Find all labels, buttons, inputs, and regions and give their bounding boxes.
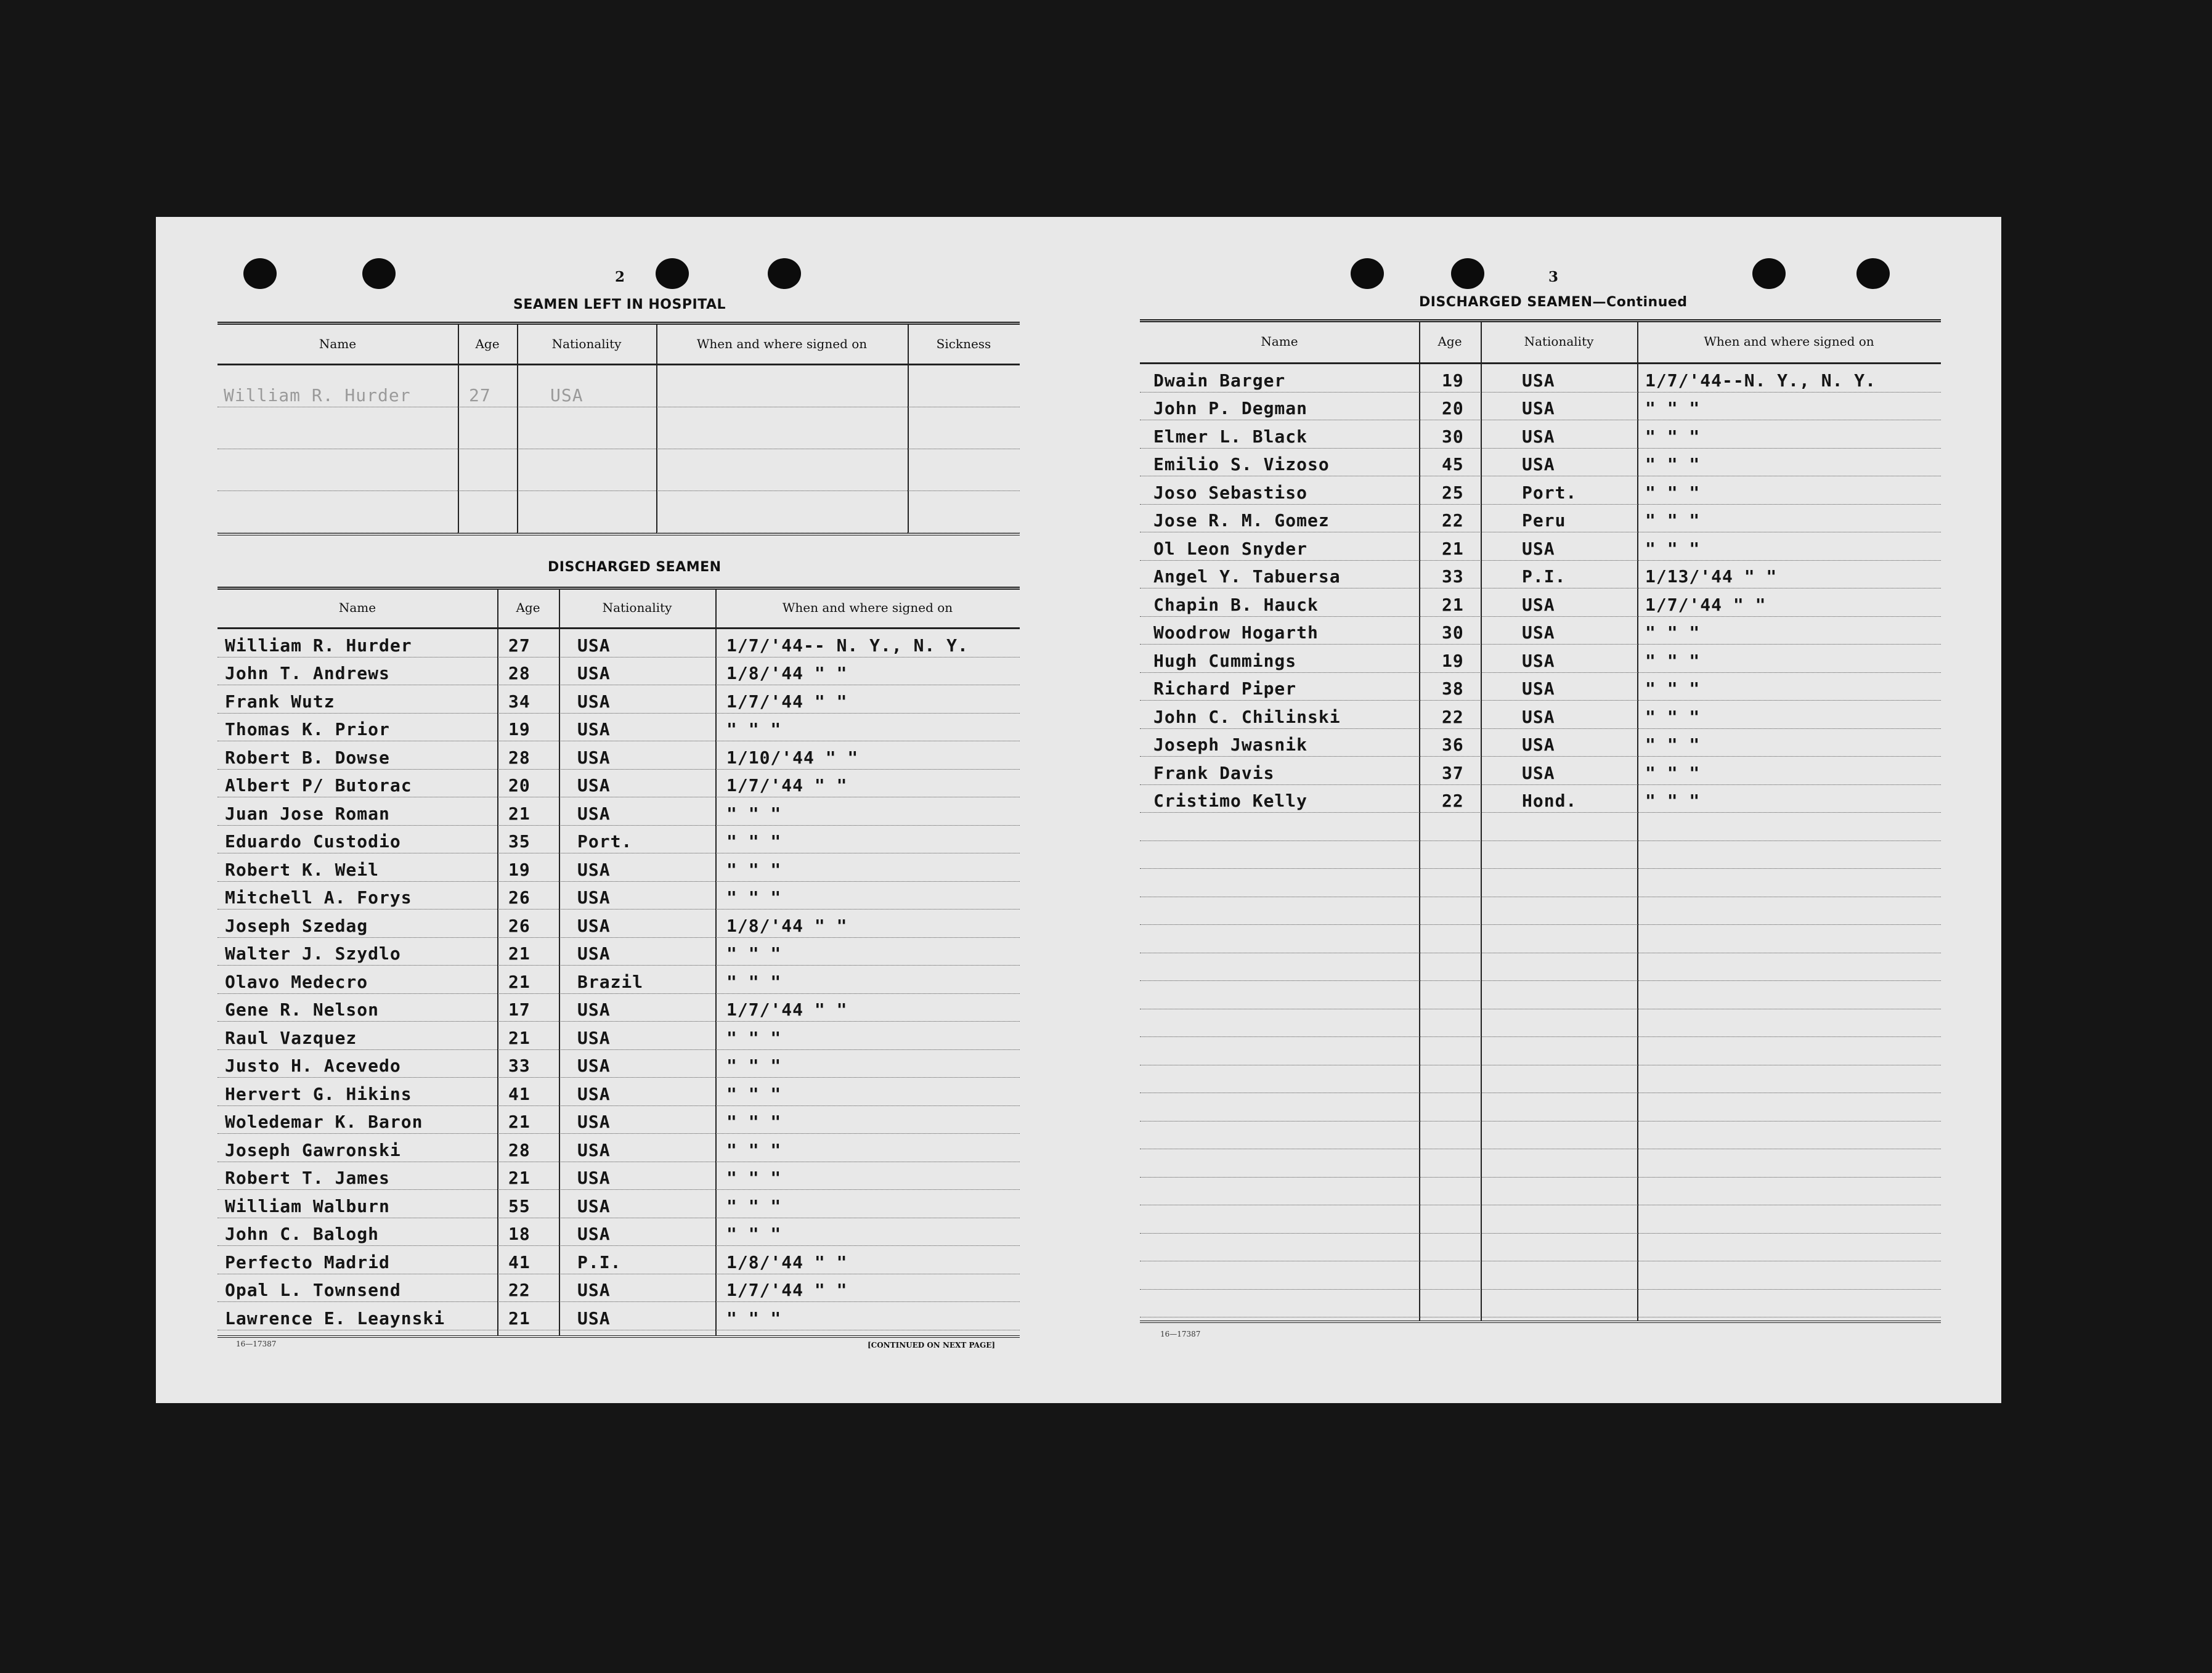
- table-row: [1140, 644, 1941, 673]
- table-row: [1140, 532, 1941, 561]
- empty-row: [1140, 1205, 1941, 1234]
- age-cell: 19: [1442, 370, 1464, 391]
- table-row: [218, 1077, 1020, 1106]
- nationality-cell: USA: [1522, 594, 1555, 615]
- continued-note: [CONTINUED ON NEXT PAGE]: [868, 1341, 996, 1349]
- table-row: [218, 853, 1020, 882]
- signed-on-cell: 1/10/'44 " ": [726, 747, 859, 768]
- age-cell: 22: [1442, 706, 1464, 727]
- binder-hole: [768, 258, 801, 289]
- right-page: [1046, 217, 2001, 1403]
- age-cell: 19: [508, 859, 531, 880]
- nationality-cell: USA: [1522, 762, 1555, 783]
- nationality-cell: USA: [577, 775, 611, 796]
- nationality-cell: USA: [1522, 622, 1555, 643]
- name-cell: Raul Vazquez: [225, 1027, 357, 1048]
- hospital-section-title: SEAMEN LEFT IN HOSPITAL: [513, 297, 726, 312]
- age-cell: 22: [1442, 510, 1464, 531]
- column-header-signed-on: When and where signed on: [1704, 334, 1874, 349]
- name-cell: Ol Leon Snyder: [1153, 538, 1308, 559]
- table-row: [218, 657, 1020, 686]
- nationality-cell: USA: [577, 1308, 611, 1329]
- age-cell: 20: [1442, 398, 1464, 418]
- column-header-age: Age: [475, 336, 500, 351]
- name-cell: Justo H. Acevedo: [225, 1056, 401, 1076]
- binder-hole: [1351, 258, 1384, 289]
- nationality-cell: USA: [1522, 706, 1555, 727]
- column-header-signed-on: When and where signed on: [782, 600, 953, 615]
- table-row: [1140, 588, 1941, 617]
- age-cell: 38: [1442, 678, 1464, 699]
- empty-row: [218, 407, 1020, 449]
- name-cell: Frank Davis: [1153, 762, 1275, 783]
- discharged-continued-table: [1140, 319, 1941, 1545]
- signed-on-cell: " " ": [1645, 706, 1701, 727]
- table-row: [1140, 504, 1941, 533]
- nationality-cell: USA: [577, 1224, 611, 1244]
- name-cell: Opal L. Townsend: [225, 1280, 401, 1300]
- empty-row: [218, 491, 1020, 533]
- binder-hole: [243, 258, 277, 289]
- signed-on-cell: 1/7/'44-- N. Y., N. Y.: [726, 635, 969, 656]
- name-cell: John P. Degman: [1153, 398, 1308, 418]
- table-row: [218, 881, 1020, 910]
- signed-on-cell: 1/7/'44 " ": [1645, 594, 1767, 615]
- name-cell: Albert P/ Butorac: [225, 775, 412, 796]
- table-row: [218, 1189, 1020, 1218]
- name-cell: Olavo Medecro: [225, 971, 368, 992]
- empty-row: [1140, 1036, 1941, 1065]
- name-cell: Dwain Barger: [1153, 370, 1286, 391]
- binder-hole: [1451, 258, 1484, 289]
- table-row: [218, 769, 1020, 798]
- nationality-cell: USA: [1522, 426, 1555, 447]
- table-row: [1140, 700, 1941, 729]
- form-number: 16—17387: [1160, 1330, 1201, 1338]
- binder-hole: [1752, 258, 1786, 289]
- age-cell: 17: [508, 999, 531, 1020]
- nationality-cell: USA: [577, 859, 611, 880]
- empty-row: [1140, 980, 1941, 1009]
- signed-on-cell: 1/7/'44 " ": [726, 775, 848, 796]
- signed-on-cell: " " ": [726, 1168, 782, 1188]
- age-cell: 28: [508, 1139, 531, 1160]
- empty-row: [1140, 1093, 1941, 1121]
- nationality-cell: USA: [577, 1139, 611, 1160]
- age-cell: 37: [1442, 762, 1464, 783]
- signed-on-cell: 1/13/'44 " ": [1645, 566, 1778, 587]
- empty-row: [218, 449, 1020, 491]
- age-cell: 19: [508, 719, 531, 739]
- nationality-cell: Port.: [577, 831, 633, 852]
- name-cell: Frank Wutz: [225, 691, 335, 712]
- table-row: [218, 365, 1020, 407]
- nationality-cell: USA: [577, 719, 611, 739]
- nationality-cell: P.I.: [577, 1252, 622, 1272]
- age-cell: 35: [508, 831, 531, 852]
- table-row: [218, 1245, 1020, 1274]
- signed-on-cell: 1/7/'44--N. Y., N. Y.: [1645, 370, 1877, 391]
- nationality-cell: USA: [577, 1280, 611, 1300]
- table-row: [218, 965, 1020, 994]
- age-cell: 21: [508, 1168, 531, 1188]
- page-number: 3: [1548, 269, 1559, 285]
- name-cell: Robert B. Dowse: [225, 747, 390, 768]
- table-row: [218, 1301, 1020, 1330]
- age-cell: 28: [508, 663, 531, 683]
- nationality-cell: USA: [1522, 454, 1555, 474]
- table-row: [218, 1021, 1020, 1050]
- left-page: [156, 217, 1046, 1403]
- empty-row: [1140, 1261, 1941, 1290]
- signed-on-cell: " " ": [726, 887, 782, 908]
- signed-on-cell: " " ": [726, 1056, 782, 1076]
- nationality-cell: USA: [577, 663, 611, 683]
- age-cell: 22: [508, 1280, 531, 1300]
- nationality-cell: USA: [577, 1083, 611, 1104]
- signed-on-cell: " " ": [1645, 482, 1701, 503]
- age-cell: 18: [508, 1224, 531, 1244]
- signed-on-cell: " " ": [726, 1224, 782, 1244]
- name-cell: Richard Piper: [1153, 678, 1297, 699]
- empty-row: [1140, 841, 1941, 869]
- signed-on-cell: 1/8/'44 " ": [726, 915, 848, 936]
- empty-row: [1140, 897, 1941, 926]
- table-row: [218, 741, 1020, 770]
- age-cell: 41: [508, 1083, 531, 1104]
- table-row: [1140, 420, 1941, 449]
- name-cell: John C. Chilinski: [1153, 706, 1341, 727]
- page-number: 2: [615, 269, 625, 285]
- table-row: [218, 629, 1020, 657]
- age-cell: 27: [469, 385, 491, 405]
- name-cell: John C. Balogh: [225, 1224, 380, 1244]
- signed-on-cell: " " ": [1645, 454, 1701, 474]
- name-cell: Lawrence E. Leaynski: [225, 1308, 445, 1329]
- table-row: [1140, 756, 1941, 785]
- age-cell: 21: [508, 803, 531, 824]
- form-number: 16—17387: [236, 1340, 277, 1348]
- table-row: [218, 909, 1020, 938]
- signed-on-cell: 1/7/'44 " ": [726, 999, 848, 1020]
- age-cell: 36: [1442, 735, 1464, 755]
- table-row: [218, 1218, 1020, 1247]
- age-cell: 55: [508, 1195, 531, 1216]
- age-cell: 27: [508, 635, 531, 656]
- nationality-cell: Port.: [1522, 482, 1577, 503]
- discharged-continued-title: DISCHARGED SEAMEN—Continued: [1419, 295, 1688, 310]
- signed-on-cell: " " ": [726, 1112, 782, 1132]
- signed-on-cell: " " ": [726, 971, 782, 992]
- table-row: [218, 937, 1020, 966]
- discharged-section-title: DISCHARGED SEAMEN: [548, 560, 722, 575]
- nationality-cell: USA: [1522, 650, 1555, 671]
- nationality-cell: USA: [577, 691, 611, 712]
- empty-row: [1140, 1149, 1941, 1178]
- column-header-name: Name: [319, 336, 357, 351]
- signed-on-cell: " " ": [726, 943, 782, 964]
- signed-on-cell: " " ": [1645, 426, 1701, 447]
- signed-on-cell: " " ": [1645, 510, 1701, 531]
- nationality-cell: USA: [577, 1195, 611, 1216]
- age-cell: 21: [508, 971, 531, 992]
- name-cell: Woodrow Hogarth: [1153, 622, 1319, 643]
- name-cell: Woledemar K. Baron: [225, 1112, 423, 1132]
- table-row: [1140, 560, 1941, 589]
- name-cell: Hervert G. Hikins: [225, 1083, 412, 1104]
- name-cell: Juan Jose Roman: [225, 803, 390, 824]
- signed-on-cell: " " ": [726, 1083, 782, 1104]
- empty-row: [1140, 1233, 1941, 1262]
- table-row: [1140, 392, 1941, 421]
- empty-row: [1140, 1009, 1941, 1038]
- nationality-cell: USA: [1522, 538, 1555, 559]
- nationality-cell: USA: [577, 803, 611, 824]
- name-cell: Hugh Cummings: [1153, 650, 1297, 671]
- column-header-sickness: Sickness: [936, 336, 991, 351]
- table-row: [218, 825, 1020, 854]
- age-cell: 21: [508, 1112, 531, 1132]
- table-row: [218, 685, 1020, 714]
- table-row: [218, 1133, 1020, 1162]
- signed-on-cell: " " ": [726, 831, 782, 852]
- signed-on-cell: " " ": [726, 1308, 782, 1329]
- column-header-name: Name: [1261, 334, 1298, 349]
- signed-on-cell: 1/7/'44 " ": [726, 691, 848, 712]
- table-row: [1140, 784, 1941, 813]
- discharged-table: [218, 587, 1020, 1345]
- name-cell: Elmer L. Black: [1153, 426, 1308, 447]
- name-cell: Cristimo Kelly: [1153, 791, 1308, 811]
- name-cell: Angel Y. Tabuersa: [1153, 566, 1341, 587]
- signed-on-cell: " " ": [1645, 791, 1701, 811]
- name-cell: Robert T. James: [225, 1168, 390, 1188]
- name-cell: Eduardo Custodio: [225, 831, 401, 852]
- signed-on-cell: " " ": [726, 719, 782, 739]
- empty-row: [1140, 1289, 1941, 1318]
- nationality-cell: USA: [577, 747, 611, 768]
- name-cell: Joseph Gawronski: [225, 1139, 401, 1160]
- age-cell: 26: [508, 915, 531, 936]
- table-row: [218, 1274, 1020, 1303]
- nationality-cell: USA: [1522, 678, 1555, 699]
- age-cell: 28: [508, 747, 531, 768]
- nationality-cell: USA: [577, 1027, 611, 1048]
- name-cell: William Walburn: [225, 1195, 390, 1216]
- empty-row: [1140, 812, 1941, 841]
- signed-on-cell: " " ": [726, 1027, 782, 1048]
- age-cell: 45: [1442, 454, 1464, 474]
- table-row: [218, 713, 1020, 742]
- signed-on-cell: " " ": [1645, 678, 1701, 699]
- table-row: [1140, 476, 1941, 505]
- nationality-cell: P.I.: [1522, 566, 1566, 587]
- nationality-cell: USA: [1522, 370, 1555, 391]
- signed-on-cell: 1/8/'44 " ": [726, 663, 848, 683]
- name-cell: Gene R. Nelson: [225, 999, 380, 1020]
- column-header-age: Age: [516, 600, 540, 615]
- nationality-cell: USA: [577, 1056, 611, 1076]
- table-row: [218, 1049, 1020, 1078]
- signed-on-cell: 1/7/'44 " ": [726, 1280, 848, 1300]
- column-header-nationality: Nationality: [551, 336, 622, 351]
- age-cell: 20: [508, 775, 531, 796]
- age-cell: 22: [1442, 791, 1464, 811]
- nationality-cell: USA: [1522, 398, 1555, 418]
- empty-row: [1140, 1121, 1941, 1150]
- table-row: [1140, 616, 1941, 645]
- name-cell: Perfecto Madrid: [225, 1252, 390, 1272]
- column-header-name: Name: [338, 600, 376, 615]
- binder-hole: [1856, 258, 1890, 289]
- name-cell: Joseph Jwasnik: [1153, 735, 1308, 755]
- age-cell: 25: [1442, 482, 1464, 503]
- nationality-cell: Brazil: [577, 971, 644, 992]
- empty-row: [1140, 953, 1941, 982]
- table-row: [218, 797, 1020, 826]
- nationality-cell: USA: [577, 915, 611, 936]
- name-cell: Joso Sebastiso: [1153, 482, 1308, 503]
- nationality-cell: Peru: [1522, 510, 1566, 531]
- age-cell: 21: [508, 1027, 531, 1048]
- age-cell: 33: [1442, 566, 1464, 587]
- nationality-cell: USA: [577, 887, 611, 908]
- binder-hole: [362, 258, 396, 289]
- table-row: [218, 993, 1020, 1022]
- nationality-cell: USA: [577, 1168, 611, 1188]
- column-header-signed-on: When and where signed on: [696, 336, 868, 351]
- signed-on-cell: " " ": [1645, 538, 1701, 559]
- name-cell: Emilio S. Vizoso: [1153, 454, 1330, 474]
- name-cell: Thomas K. Prior: [225, 719, 390, 739]
- empty-row: [1140, 1177, 1941, 1206]
- table-row: [218, 1162, 1020, 1191]
- column-header-age: Age: [1437, 334, 1462, 349]
- age-cell: 34: [508, 691, 531, 712]
- column-header-nationality: Nationality: [602, 600, 672, 615]
- nationality-cell: USA: [577, 999, 611, 1020]
- name-cell: Joseph Szedag: [225, 915, 368, 936]
- nationality-cell: Hond.: [1522, 791, 1577, 811]
- column-header-nationality: Nationality: [1524, 334, 1594, 349]
- name-cell: Chapin B. Hauck: [1153, 594, 1319, 615]
- name-cell: William R. Hurder: [225, 635, 412, 656]
- name-cell: John T. Andrews: [225, 663, 390, 683]
- nationality-cell: USA: [577, 943, 611, 964]
- name-cell: Walter J. Szydlo: [225, 943, 401, 964]
- signed-on-cell: " " ": [726, 859, 782, 880]
- signed-on-cell: 1/8/'44 " ": [726, 1252, 848, 1272]
- signed-on-cell: " " ": [1645, 398, 1701, 418]
- signed-on-cell: " " ": [1645, 622, 1701, 643]
- age-cell: 21: [1442, 594, 1464, 615]
- name-cell: Jose R. M. Gomez: [1153, 510, 1330, 531]
- age-cell: 26: [508, 887, 531, 908]
- name-cell: Mitchell A. Forys: [225, 887, 412, 908]
- empty-row: [1140, 1065, 1941, 1094]
- age-cell: 21: [508, 943, 531, 964]
- age-cell: 33: [508, 1056, 531, 1076]
- signed-on-cell: " " ": [1645, 650, 1701, 671]
- empty-row: [1140, 924, 1941, 953]
- nationality-cell: USA: [550, 385, 583, 405]
- name-cell: William R. Hurder: [224, 385, 411, 405]
- nationality-cell: USA: [1522, 735, 1555, 755]
- table-row: [1140, 728, 1941, 757]
- nationality-cell: USA: [577, 1112, 611, 1132]
- table-row: [1140, 672, 1941, 701]
- signed-on-cell: " " ": [726, 1195, 782, 1216]
- empty-row: [1140, 868, 1941, 897]
- name-cell: Robert K. Weil: [225, 859, 380, 880]
- age-cell: 41: [508, 1252, 531, 1272]
- table-row: [218, 1105, 1020, 1134]
- nationality-cell: USA: [577, 635, 611, 656]
- table-row: [1140, 448, 1941, 477]
- signed-on-cell: " " ": [726, 803, 782, 824]
- signed-on-cell: " " ": [1645, 735, 1701, 755]
- age-cell: 21: [508, 1308, 531, 1329]
- table-row: [1140, 364, 1941, 393]
- age-cell: 30: [1442, 426, 1464, 447]
- signed-on-cell: " " ": [1645, 762, 1701, 783]
- signed-on-cell: " " ": [726, 1139, 782, 1160]
- age-cell: 30: [1442, 622, 1464, 643]
- binder-hole: [656, 258, 689, 289]
- age-cell: 21: [1442, 538, 1464, 559]
- age-cell: 19: [1442, 650, 1464, 671]
